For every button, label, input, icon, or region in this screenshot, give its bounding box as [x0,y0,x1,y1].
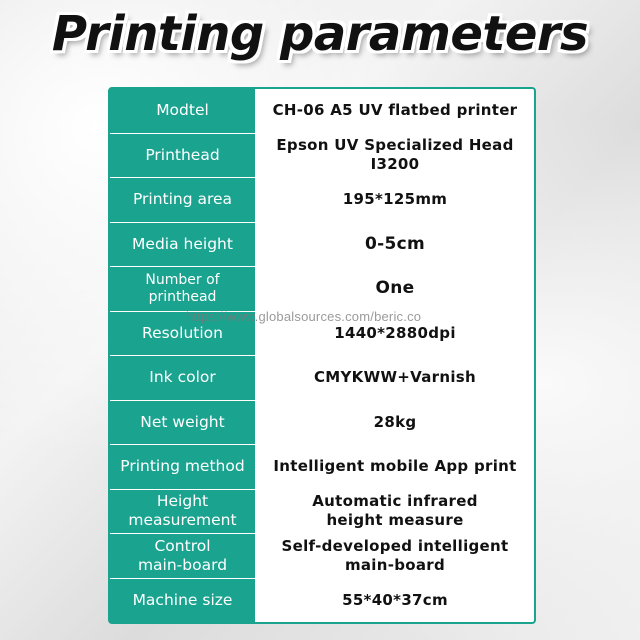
row-label-media-height: Media height [110,223,256,267]
row-value-model: CH-06 A5 UV flatbed printer [256,89,534,133]
table-row [110,134,534,179]
row-value-printing-method: Intelligent mobile App print [256,445,534,489]
table-row [110,223,534,268]
table-row [110,579,534,623]
row-label-height-measurement: Height measurement [110,490,256,534]
table-row [110,356,534,401]
table-row [110,267,534,312]
row-label-model: Modtel [110,89,256,133]
row-value-control-main-board: Self-developed intelligent main-board [256,534,534,578]
row-value-height-measurement: Automatic infrared height measure [256,490,534,534]
row-label-machine-size: Machine size [110,579,256,623]
table-row [110,89,534,134]
row-value-number-of-printhead: One [256,267,534,311]
row-label-resolution: Resolution [110,312,256,356]
spec-table [108,87,536,624]
table-row [110,534,534,579]
table-row [110,445,534,490]
row-value-machine-size: 55*40*37cm [256,579,534,623]
row-label-ink-color: Ink color [110,356,256,400]
row-value-ink-color: CMYKWW+Varnish [256,356,534,400]
table-row [110,490,534,535]
page-title: Printing parameters [51,6,589,62]
row-value-net-weight: 28kg [256,401,534,445]
row-value-printhead: Epson UV Specialized Head I3200 [256,134,534,178]
row-label-printing-method: Printing method [110,445,256,489]
row-label-printing-area: Printing area [110,178,256,222]
row-value-resolution: 1440*2880dpi [256,312,534,356]
table-row [110,178,534,223]
row-label-net-weight: Net weight [110,401,256,445]
table-row [110,401,534,446]
row-label-printhead: Printhead [110,134,256,178]
row-value-media-height: 0-5cm [256,223,534,267]
row-value-printing-area: 195*125mm [256,178,534,222]
row-label-number-of-printhead: Number of printhead [110,267,256,311]
row-label-control-main-board: Control main-board [110,534,256,578]
watermark-url: https://www.globalsources.com/beric.co [186,309,422,324]
